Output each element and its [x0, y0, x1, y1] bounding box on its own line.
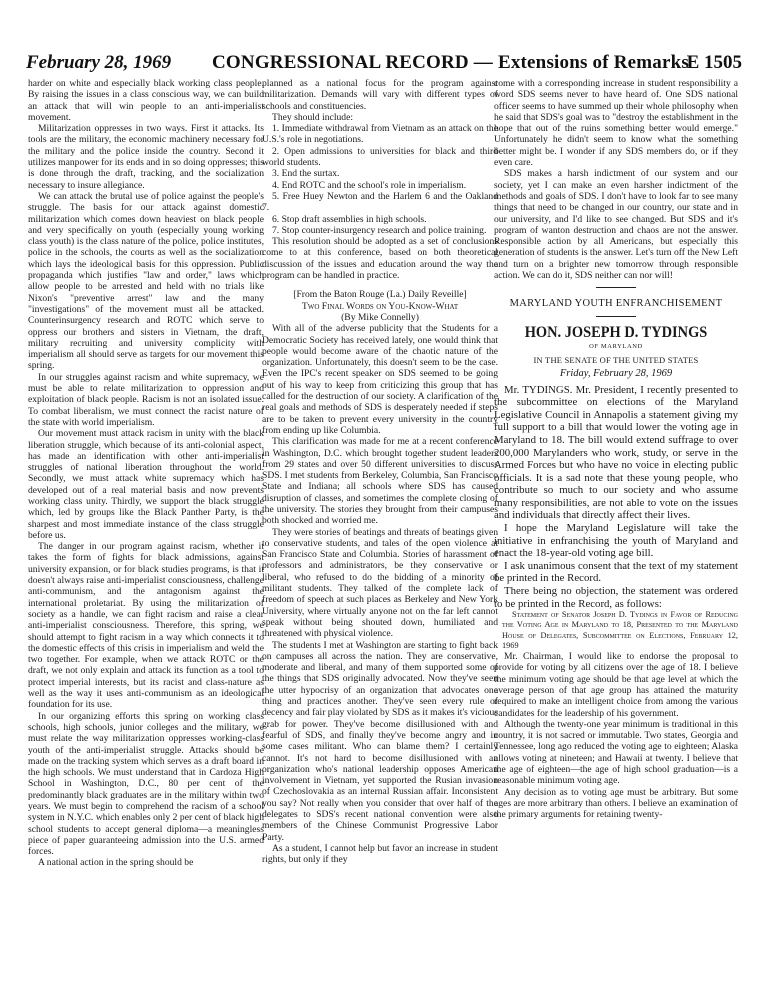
section-title: MARYLAND YOUTH ENFRANCHISEMENT: [509, 298, 723, 310]
demand-item: 3. End the surtax.: [272, 168, 340, 180]
col1-paragraph: In our struggles against racism and white supremacy, we must be able to relate militarization to oppression and exploitation of black people. Racism is not an isolated issue. To combat liberalism, we must connect the racist nature of the state with world imperialism.: [28, 371, 264, 428]
chamber-line: IN THE SENATE OF THE UNITED STATES: [533, 354, 699, 365]
header-title: CONGRESSIONAL RECORD — Extensions of Remarks: [212, 52, 689, 73]
col2-resolution: This resolution should be adopted as a set of conclusions come to at this conference, based on both theoretical discussion of the issues and education around the way the program can be handled in practice.: [262, 236, 498, 282]
col1-paragraph: harder on white and especially black working class people. By raising the issues in a class conscious way, we can build an attack that will win people to an anti-imperialist movement.: [28, 78, 264, 123]
col1-paragraph: We can attack the brutal use of police against the people's struggle. The basis for our attack against domestic militarization which comes down heaviest on black people and very specifically on youth (especially young working class youth) is the class nature of the police, police institutes, police in the schools, the courts as well as the socialization which lays the ideological basis for this oppression. Public propaganda which justifies "law and order," laws which allow people to be arrested and held with no trials like Nixon's "preventive arrest" law and the many "investigations" of the movement must all be attacked. Counterinsurgency research and ROTC which serve to oppress our brothers and sisters in Vietnam, the draft, military recruiting and university complicity with imperialism all should serve as targets for our movement this spring.: [28, 190, 264, 372]
demand-item: 7. Stop counter-insurgency research and police training.: [272, 224, 487, 236]
page-header: [26, 52, 742, 76]
col1-paragraph: A national action in the spring should be: [38, 857, 194, 869]
demand-item: 6. Stop draft assemblies in high schools.: [272, 213, 427, 225]
header-date: February 28, 1969: [26, 52, 172, 73]
statement-heading: Statement of Senator Joseph D. Tydings in Favor of Reducing the Voting Age in Maryland to 18, Presented to the Maryland House of Delegates, Subcommittee on Elections, February 12, 1969: [502, 610, 738, 650]
remarks-paragraph: I hope the Maryland Legislature will take the initiative in enfranchising the youth of Maryland and enact the 18-year-old voting age bill.: [494, 522, 738, 560]
speaker-state: OF MARYLAND: [589, 342, 643, 350]
remarks-paragraph: There being no objection, the statement was ordered to be printed in the Record, as follows:: [494, 585, 738, 610]
col1-paragraph: In our organizing efforts this spring on working class schools, high schools, junior colleges and the military, we must relate the way militarization oppresses working-class youth of the anti-imperialist struggle. Attacks should be made on the tracking system which serves as a draft board in the high schools. We must understand that in Cardoza High School in Washington, D.C., 80 per cent of the predominantly black graduates are in the military within two years. We must begin to comprehend the racism of a school system in N.Y.C. which enables only 2 per cent of black high school students to accept general diploma—a meaningless piece of paper guaranteeing admission into the U.S. armed forces.: [28, 710, 264, 858]
column-3: [494, 78, 738, 976]
col3-paragraph: SDS makes a harsh indictment of our system and our society, yet I can make an even harsher indictment of the methods and goals of SDS. I don't have to look far to see many things that need to be changed in our country, our state and in our university, and I'd like to see changed. But SDS and it's program of wanton destruction and chaos are not the answer. Responsible action by all Americans, but especially this generation of students is the answer. Let's turn off the New Left and turn on a brighter new tomorrow through responsible action. We can do it, SDS neither can nor will!: [494, 168, 738, 282]
col1-paragraph: The danger in our program against racism, whether it takes the form of fights for black admissions, against university expansion, or for black studies programs, is that it doesn't always raise anti-imperialist consciousness, challenge anti-communism, and the antagonism against the international proletariat. By using the militarization of society as a handle, we can fight racism and raise a clear anti-imperialist consciousness. Therefore, this spring, we should attempt to fight racism in a way which connects it to the domestic effects of this crisis in imperialism and weld the two together. For example, when we attack ROTC or the draft, we not only explain and attack its function as a tool to protect imperial interests, but its racist and class-nature as well as the way it uses anti-communism as an ideological foundation for its use.: [28, 541, 264, 711]
speaker-name: HON. JOSEPH D. TYDINGS: [524, 324, 708, 342]
header-page-number: E 1505: [686, 52, 742, 73]
col2-paragraph: This clarification was made for me at a recent conference in Washington, D.C. which brought together student leaders from 29 states and over 50 different universities to discuss SDS. I met students from Berkeley, Columbia, San Francisco State and Indiana; all schools where SDS has caused disruption of classes, and sometimes the complete closing of the university. The stories they brought from their campuses both shocked and worried me.: [262, 436, 498, 527]
col2-paragraph: The students I met at Washington are starting to fight back on campuses all across the nation. They are conservative, moderate and liberal, and many of them supported some of the things that SDS originally advocated. Now they've seen the utter hypocrisy of an organization that advocates one thing and practices another. They've seen every rule of decency and fair play violated by SDS as it makes it's vicious grab for power. They've become disillusioned with and fearful of SDS, and finally they've become angry and in some cases militant. Who can blame them? I certainly cannot. It's not hard to become disillusioned with an organization who's national leadership opposes American involvement in Vietnam, yet supported the Rusian invasion of Czechoslovakia as an internal Russian affair. Inconsistent you say? Not really when you consider that over half of the delegates to SDS's recent national convention were also members of the Chinese Communist Progressive Labor Party.: [262, 639, 498, 843]
article-source: [From the Baton Rouge (La.) Daily Reveille]: [293, 289, 467, 301]
col2-paragraph: As a student, I cannot help but favor an increase in student rights, but only if they: [262, 842, 498, 866]
session-date: Friday, February 28, 1969: [559, 368, 673, 380]
demand-item: 1. Immediate withdrawal from Vietnam as an attack on the U.S.'s role in negotiations.: [262, 123, 498, 146]
col1-paragraph: Our movement must attack racism in unity with the black liberation struggle, which because of its anti-colonial aspect, has made an identification with other anti-imperialist struggles of national liberation throughout the world. Secondly, we must attack white supremacy which has developed out of a real material basis and now prevents working class unity. Thirdly, we support the black struggle which, led by groups like the Black Panther Party, is the sharpest and most immediate instance of the class struggle before us.: [28, 428, 264, 541]
statement-paragraph: Mr. Chairman, I would like to endorse the proposal to provide for voting by all citizens over the age of 18. I believe the minimum voting age should be that age level at which the average person of that age group has attained the maturity required to make an intelligent choice from among the various candidates for the leadership of his government.: [494, 651, 738, 719]
section-divider: [596, 316, 636, 317]
col2-paragraph: They were stories of beatings and threats of beatings given to conservative students, and tales of the open violence at San Francisco State and Columbia. Stories of harassment of professors and administrators, be they conservative or liberal, who refused to do the bidding of a minority of militant students. They talked of the complete lack of freedom of speech at such places as Berkeley and New York University, where virtually anyone not on the far left cannot speak without being shouted down, humiliated and threatened with physical violence.: [262, 526, 498, 640]
remarks-paragraph: Mr. TYDINGS. Mr. President, I recently presented to the subcommittee on elections of the Maryland Legislative Council in Annapolis a statement giving my full support to a bill that would lower the voting age in Maryland to 18. The bill would extend suffrage to over 200,000 Marylanders who work, study, or serve in the Armed Forces but who have no voice in electing public officials. It is a sad note that these young people, who contribute so much to our society and who assume many responsibilities, are not able to vote on the issues and individuals that directly affect their lives.: [494, 383, 738, 522]
remarks-paragraph: I ask unanimous consent that the text of my statement be printed in the Record.: [494, 559, 738, 585]
demand-item: 4. End ROTC and the school's role in imperialism.: [272, 179, 467, 191]
column-1: [28, 78, 264, 976]
statement-paragraph: Although the twenty-one year minimum is traditional in this country, it is not sacred or immutable. Two states, Georgia and Tennessee, long ago reduced the voting age to eighteen; Alaska allows voting at nineteen; and Hawaii at twenty. I believe that the age of eighteen—the age of high school graduation—is a reasonable minimum voting age.: [494, 718, 738, 787]
demand-item: 2. Open admissions to universities for black and third world students.: [262, 145, 498, 169]
article-title: Two Final Words on You-Know-What: [301, 300, 459, 312]
col3-paragraph: come with a corresponding increase in student responsibility a word SDS seems never to have heard of. One SDS national officer seems to have summed up their whole philosophy when he said that SDS's goal was to "destroy the establishment in the hope that out of the ruins something better would emerge." Unfortunately he didn't seem to know what the something better might be. I wonder if any SDS members do, or if they even care.: [494, 78, 738, 169]
article-byline: (By Mike Connelly): [341, 311, 419, 323]
section-divider: [596, 287, 636, 288]
col2-paragraph: With all of the adverse publicity that the Students for a Democratic Society has received lately, one would think that people would become aware of the chaotic nature of the organization. Unfortunately, this doesn't seem to be the case. Even the IPC's recent speaker on SDS seemed to be going out of his way to keep from criticizing this group that has called for the destruction of our society. A clarification of the real goals and methods of SDS is desperately needed if steps are to be taken to prevent every university in the country from ending up like Columbia.: [262, 323, 498, 436]
column-2: [262, 78, 498, 976]
col2-demands-lead: They should include:: [272, 111, 353, 123]
statement-paragraph: Any decision as to voting age must be arbitrary. But some ages are more arbitrary than others. I believe an examination of the primary arguments for retaining twenty-: [494, 786, 738, 821]
col1-paragraph: Militarization oppresses in two ways. First it attacks. Its tools are the military, the economic machinery necessary for the military and the police inside the country. Second it utilizes manpower for its ends and in so doing oppresses; this is done through the draft, tracking, and the socialization necessary to insure allegiance.: [28, 123, 264, 191]
col2-intro: planned as a national focus for the program against militarization. Demands will vary with different types of schools and constituencies.: [262, 78, 498, 112]
demand-item: 5. Free Huey Newton and the Harlem 6 and the Oakland 7.: [262, 190, 498, 214]
